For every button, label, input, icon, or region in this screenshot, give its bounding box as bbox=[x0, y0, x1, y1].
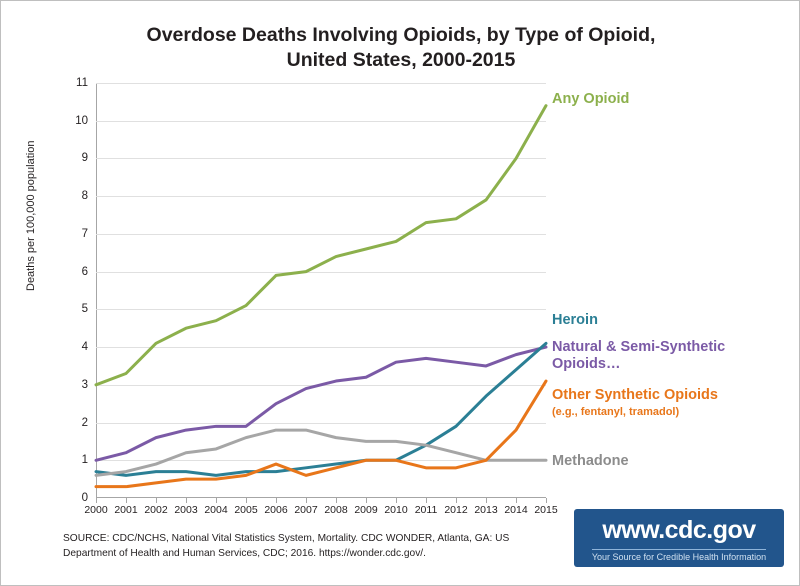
cdc-logo-divider bbox=[592, 549, 766, 550]
y-axis-tick-label: 5 bbox=[81, 303, 88, 316]
series-line-any-opioid bbox=[96, 106, 546, 385]
x-axis-tick-label: 2007 bbox=[294, 504, 318, 516]
x-axis-tick bbox=[546, 498, 547, 503]
x-axis-tick-label: 2006 bbox=[264, 504, 288, 516]
x-axis-tick bbox=[516, 498, 517, 503]
series-label-heroin: Heroin bbox=[552, 312, 598, 328]
x-axis-tick-label: 2013 bbox=[474, 504, 498, 516]
chart-title bbox=[61, 23, 741, 73]
series-label-natural-semi-synthetic: Natural & Semi-Synthetic Opioids… bbox=[552, 339, 726, 372]
series-label-other-synthetic bbox=[552, 387, 718, 421]
x-axis-tick bbox=[396, 498, 397, 503]
series-lines bbox=[96, 83, 546, 498]
series-label-any-opioid: Any Opioid bbox=[552, 91, 630, 107]
x-axis-tick-label: 2000 bbox=[84, 504, 108, 516]
y-axis-tick-label: 2 bbox=[81, 416, 88, 429]
x-axis-tick bbox=[96, 498, 97, 503]
x-axis-tick bbox=[246, 498, 247, 503]
y-axis-tick-label: 11 bbox=[76, 77, 88, 89]
plot-area bbox=[75, 77, 558, 516]
y-axis-tick-label: 9 bbox=[81, 152, 88, 165]
y-axis-title: Deaths per 100,000 population bbox=[25, 140, 37, 291]
x-axis-tick bbox=[186, 498, 187, 503]
y-axis-tick-label: 6 bbox=[81, 265, 88, 278]
source-note: SOURCE: CDC/NCHS, National Vital Statistics System, Mortality. CDC WONDER, Atlanta, GA: US Department of Health and Human Services, CDC; 2016. https://wonder.cdc.gov/. bbox=[63, 533, 510, 559]
x-axis-tick bbox=[126, 498, 127, 503]
series-label-methadone: Methadone bbox=[552, 453, 629, 469]
y-axis-tick-label: 8 bbox=[81, 190, 88, 203]
x-axis-tick bbox=[276, 498, 277, 503]
x-axis-tick bbox=[486, 498, 487, 503]
x-axis-tick bbox=[156, 498, 157, 503]
x-axis-tick bbox=[336, 498, 337, 503]
cdc-logo[interactable] bbox=[574, 509, 784, 567]
chart-title-line-1: Overdose Deaths Involving Opioids, by Type of Opioid, bbox=[146, 24, 656, 46]
x-axis-tick-label: 2003 bbox=[174, 504, 198, 516]
series-label-other-synthetic-sub: (e.g., fentanyl, tramadol) bbox=[552, 406, 680, 418]
x-axis-tick-label: 2004 bbox=[204, 504, 228, 516]
cdc-logo-tagline: Your Source for Credible Health Information bbox=[591, 552, 767, 562]
x-axis-tick-label: 2009 bbox=[354, 504, 378, 516]
x-axis-tick-label: 2012 bbox=[444, 504, 468, 516]
x-axis-tick-label: 2008 bbox=[324, 504, 348, 516]
x-axis-tick-label: 2015 bbox=[534, 504, 558, 516]
chart-title-line-2: United States, 2000-2015 bbox=[286, 49, 516, 71]
y-axis-tick-label: 10 bbox=[75, 114, 88, 127]
y-axis-tick-label: 7 bbox=[81, 227, 88, 240]
y-axis-tick-label: 4 bbox=[81, 341, 88, 354]
x-axis-tick-label: 2014 bbox=[504, 504, 528, 516]
x-axis-tick-label: 2005 bbox=[234, 504, 258, 516]
x-axis-tick bbox=[306, 498, 307, 503]
series-line-heroin bbox=[96, 343, 546, 475]
series-label-other-synthetic-main: Other Synthetic Opioids bbox=[552, 387, 718, 403]
x-axis-tick bbox=[426, 498, 427, 503]
x-axis-tick-label: 2002 bbox=[144, 504, 168, 516]
y-axis-tick-label: 1 bbox=[81, 454, 88, 467]
y-axis-tick-label: 0 bbox=[81, 492, 88, 504]
x-axis-tick-label: 2010 bbox=[384, 504, 408, 516]
y-axis-tick-label: 3 bbox=[81, 378, 88, 391]
x-axis-tick bbox=[366, 498, 367, 503]
x-axis-tick-label: 2011 bbox=[414, 504, 438, 516]
cdc-logo-text: www.cdc.gov bbox=[602, 516, 756, 544]
x-axis-tick-label: 2001 bbox=[114, 504, 138, 516]
x-axis-tick bbox=[216, 498, 217, 503]
x-axis-tick bbox=[456, 498, 457, 503]
